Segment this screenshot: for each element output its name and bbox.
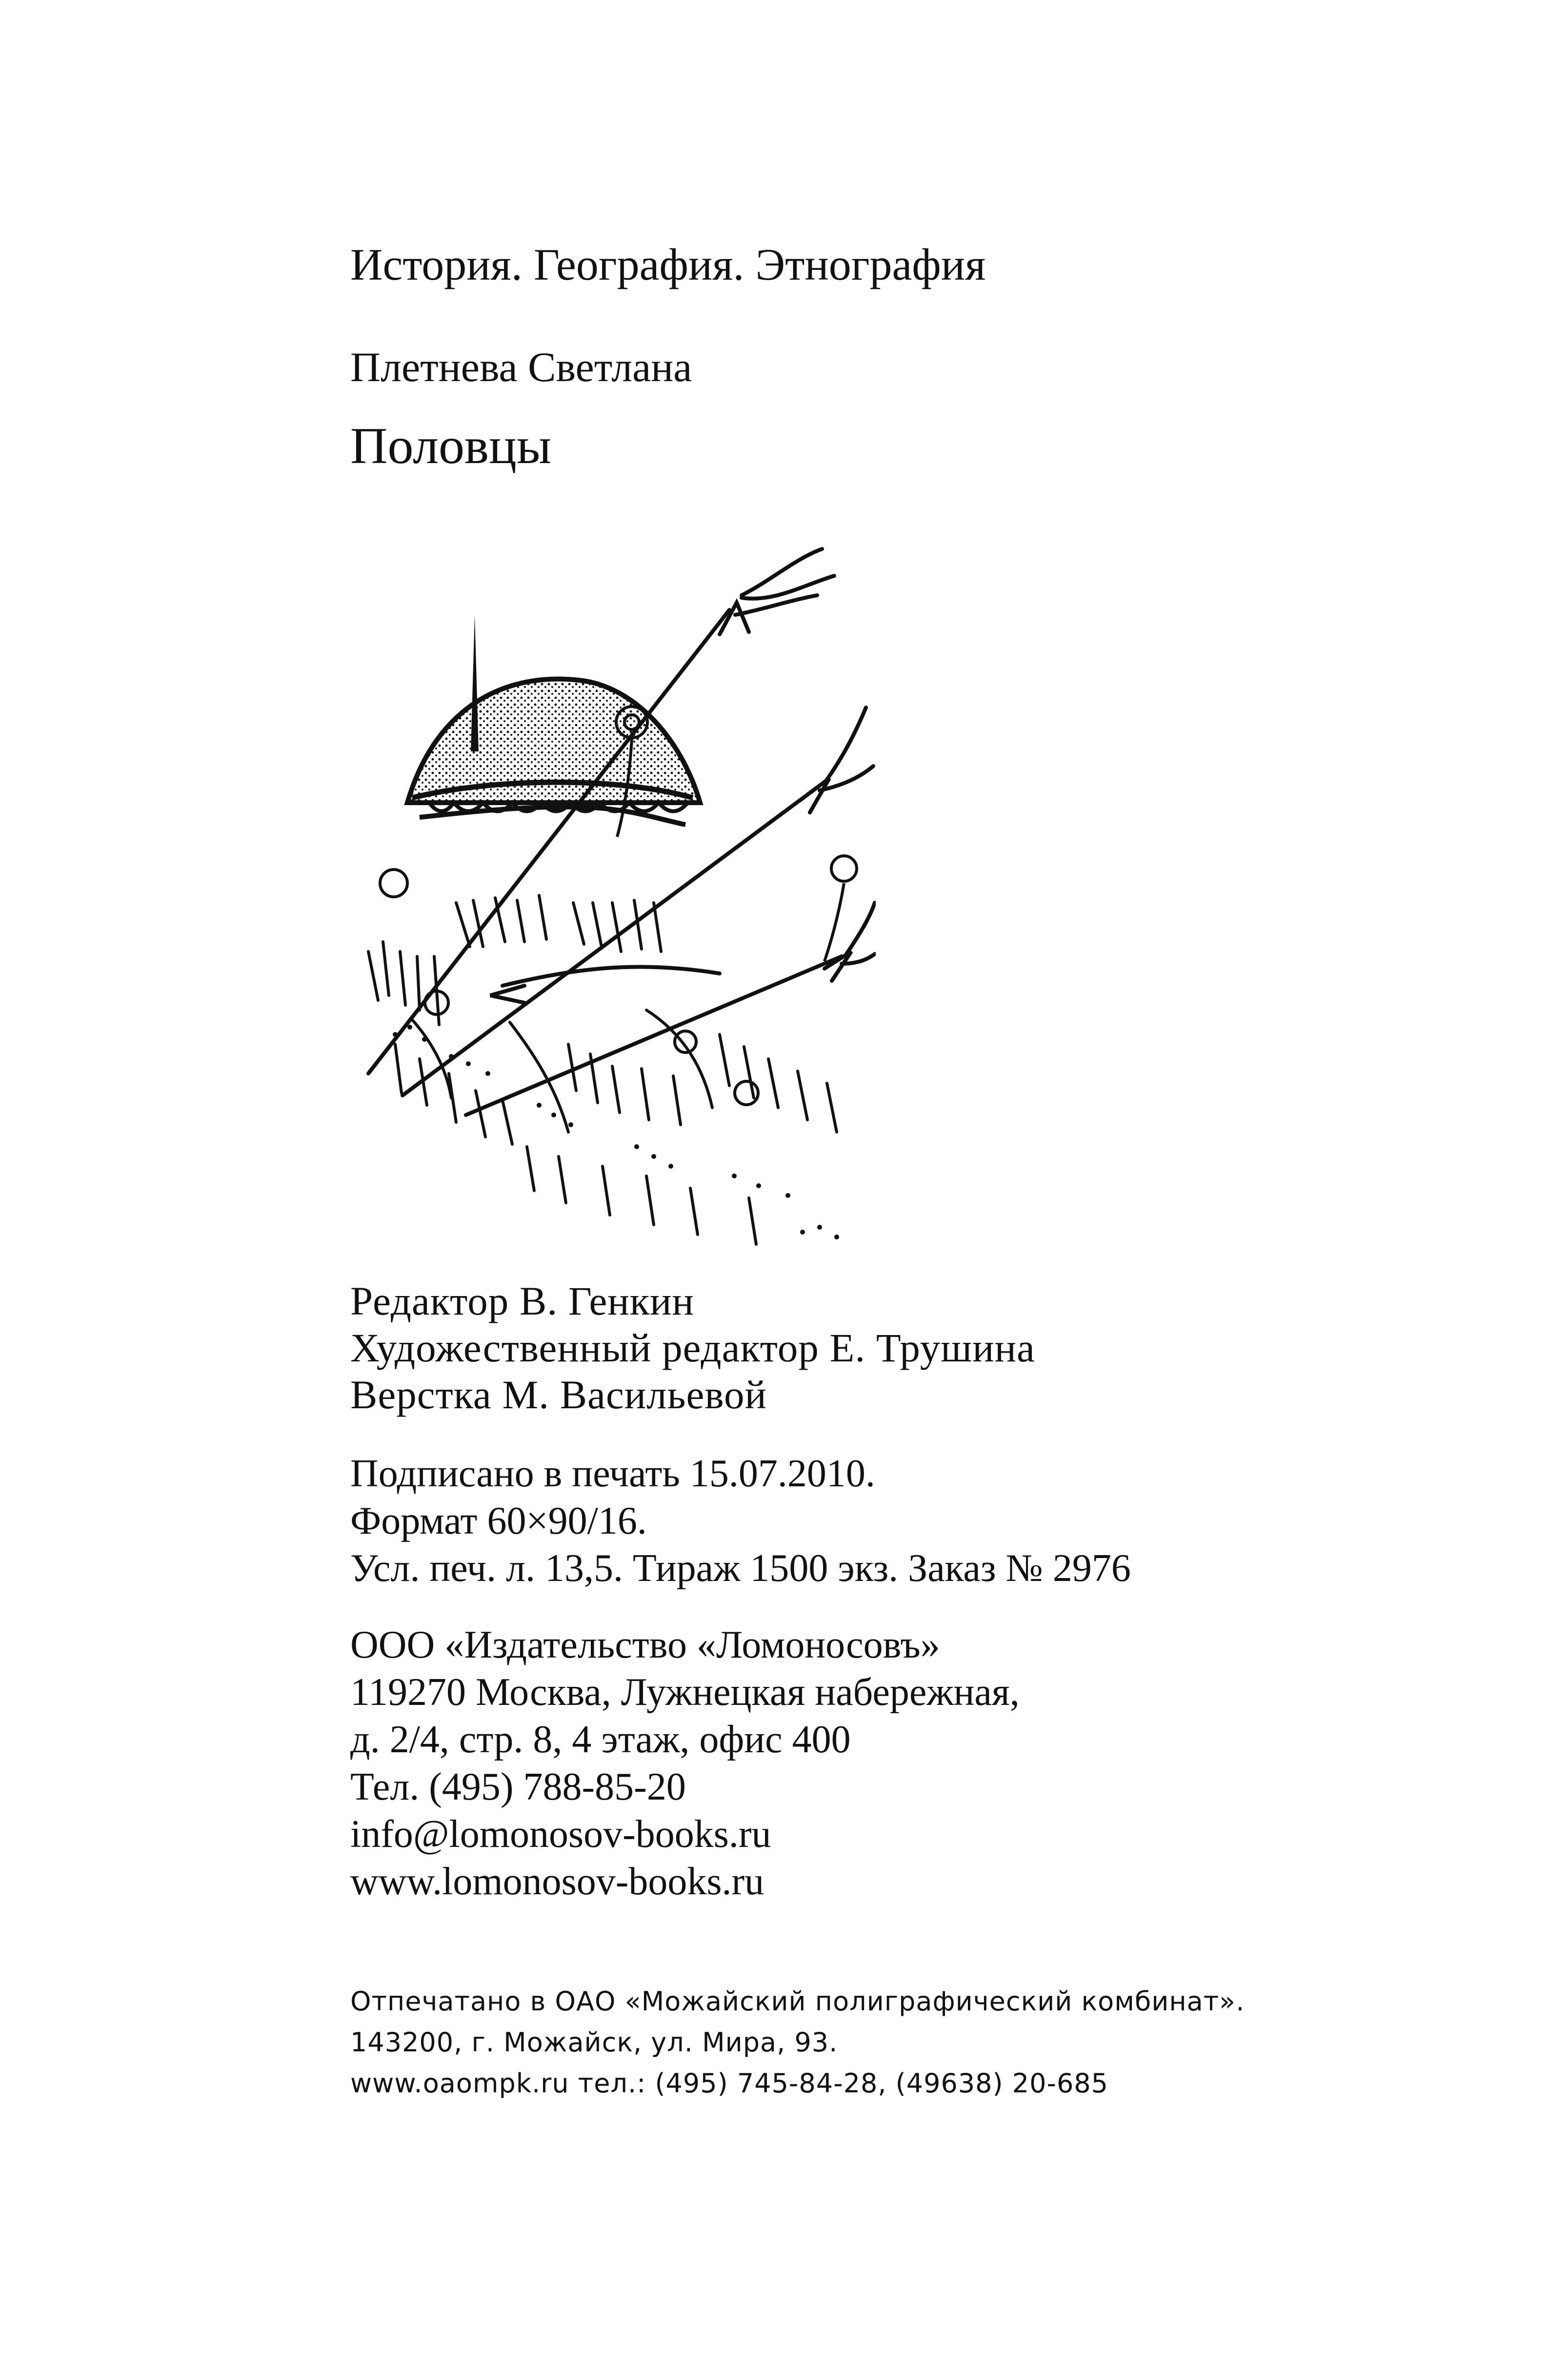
signed-date-line: Подписано в печать 15.07.2010. [350, 1452, 875, 1495]
book-title-text: Половцы [350, 417, 552, 474]
layout-line: Верстка М. Васильевой [350, 1372, 767, 1417]
publisher-website: www.lomonosov-books.ru [350, 1860, 764, 1903]
publisher-name: ООО «Издательство «Ломоносовъ» [350, 1623, 940, 1666]
series-text: История. География. Этнография [350, 240, 986, 289]
arrow-icons [368, 549, 875, 1115]
art-editor-line: Художественный редактор Е. Трушина [350, 1325, 1035, 1370]
print-run-line: Усл. печ. л. 13,5. Тираж 1500 экз. Заказ № 2976 [350, 1547, 1131, 1590]
editor-line: Редактор В. Генкин [350, 1278, 694, 1323]
ground-dots [393, 1025, 839, 1239]
helmet-arrows-steppe-illustration [349, 532, 876, 1249]
publisher-address-2: д. 2/4, стр. 8, 4 этаж, офис 400 [350, 1718, 851, 1761]
printing-details [350, 1450, 1131, 1592]
author-name [350, 342, 692, 392]
publisher-phone: Тел. (495) 788-85-20 [350, 1765, 686, 1808]
printer-block [350, 1981, 1245, 2104]
format-line: Формат 60×90/16. [350, 1499, 647, 1542]
printer-name-line: Отпечатано в ОАО «Можайский полиграфический комбинат». [350, 1986, 1245, 2017]
book-title [350, 416, 551, 476]
publisher-email: info@lomonosov-books.ru [350, 1813, 771, 1856]
publisher-block [350, 1621, 1020, 1905]
helmet-icon [407, 615, 700, 825]
publisher-address-1: 119270 Москва, Лужнецкая набережная, [350, 1671, 1020, 1714]
author-text: Плетнева Светлана [350, 344, 692, 390]
printer-contact-line: www.oaompk.ru тел.: (495) 745-84-28, (49638) 20-685 [350, 2068, 1109, 2099]
series-title [350, 238, 985, 291]
credits-block [350, 1277, 1035, 1418]
printer-address-line: 143200, г. Можайск, ул. Мира, 93. [350, 2027, 838, 2058]
